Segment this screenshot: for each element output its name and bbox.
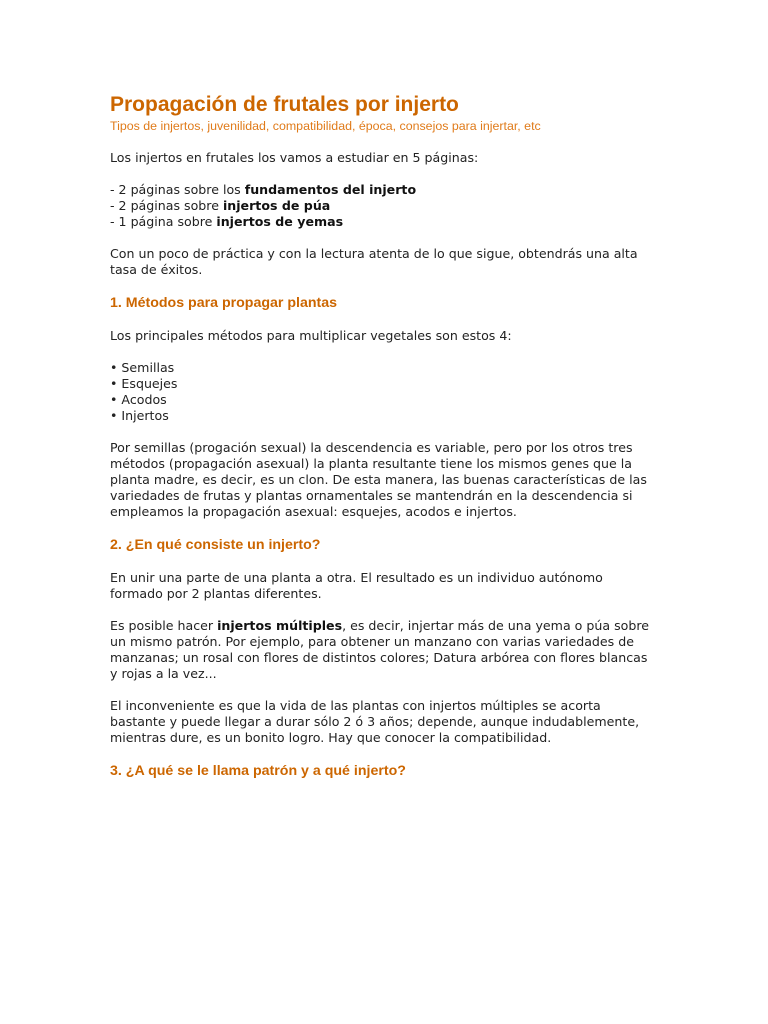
drawback-paragraph: El inconveniente es que la vida de las plantas con injertos múltiples se acorta bastante y puede llegar a durar sólo 2 ó 3 años; depende, aunque indudablemente, mientras dure, es un bonito logro. Hay que conocer la compatibilidad. xyxy=(110,698,640,745)
list-item: • Acodos xyxy=(110,392,167,407)
document-page xyxy=(110,92,658,796)
section-heading-methods: 1. Métodos para propagar plantas xyxy=(110,295,338,311)
intro-paragraph: Los injertos en frutales los vamos a estudiar en 5 páginas: xyxy=(110,150,479,165)
page-subtitle: Tipos de injertos, juvenilidad, compatibilidad, época, consejos para injertar, etc xyxy=(110,119,541,133)
list-item: - 2 páginas sobre injertos de púa xyxy=(110,198,331,213)
multiple-grafts-paragraph: Es posible hacer injertos múltiples, es decir, injertar más de una yema o púa sobre un mismo patrón. Por ejemplo, para obtener un manzano con varias variedades de manzanas; un rosal con flores de distintos colores; Datura arbórea con flores blancas y rojas a la vez... xyxy=(110,618,649,681)
list-item: - 1 página sobre injertos de yemas xyxy=(110,214,344,229)
list-item: - 2 páginas sobre los fundamentos del injerto xyxy=(110,182,417,197)
practice-paragraph: Con un poco de práctica y con la lectura atenta de lo que sigue, obtendrás una alta tasa de éxitos. xyxy=(110,246,638,277)
methods-intro: Los principales métodos para multiplicar vegetales son estos 4: xyxy=(110,328,512,343)
section-heading-graft: 2. ¿En qué consiste un injerto? xyxy=(110,537,321,553)
section-heading-rootstock: 3. ¿A qué se le llama patrón y a qué injerto? xyxy=(110,763,406,779)
list-item: • Esquejes xyxy=(110,376,178,391)
list-item: • Injertos xyxy=(110,408,169,423)
methods-body: Por semillas (progación sexual) la descendencia es variable, pero por los otros tres métodos (propagación asexual) la planta resultante tiene los mismos genes que la planta madre, es decir, es un clon. De esta manera, las buenas características de las variedades de frutas y plantas ornamentales se mantendrán en la descendencia si empleamos la propagación asexual: esquejes, acodos e injertos. xyxy=(110,440,647,519)
graft-definition: En unir una parte de una planta a otra. El resultado es un individuo autónomo formado por 2 plantas diferentes. xyxy=(110,570,603,601)
pages-list xyxy=(110,182,658,230)
page-title: Propagación de frutales por injerto xyxy=(110,93,459,116)
list-item: • Semillas xyxy=(110,360,175,375)
methods-list xyxy=(110,360,658,424)
